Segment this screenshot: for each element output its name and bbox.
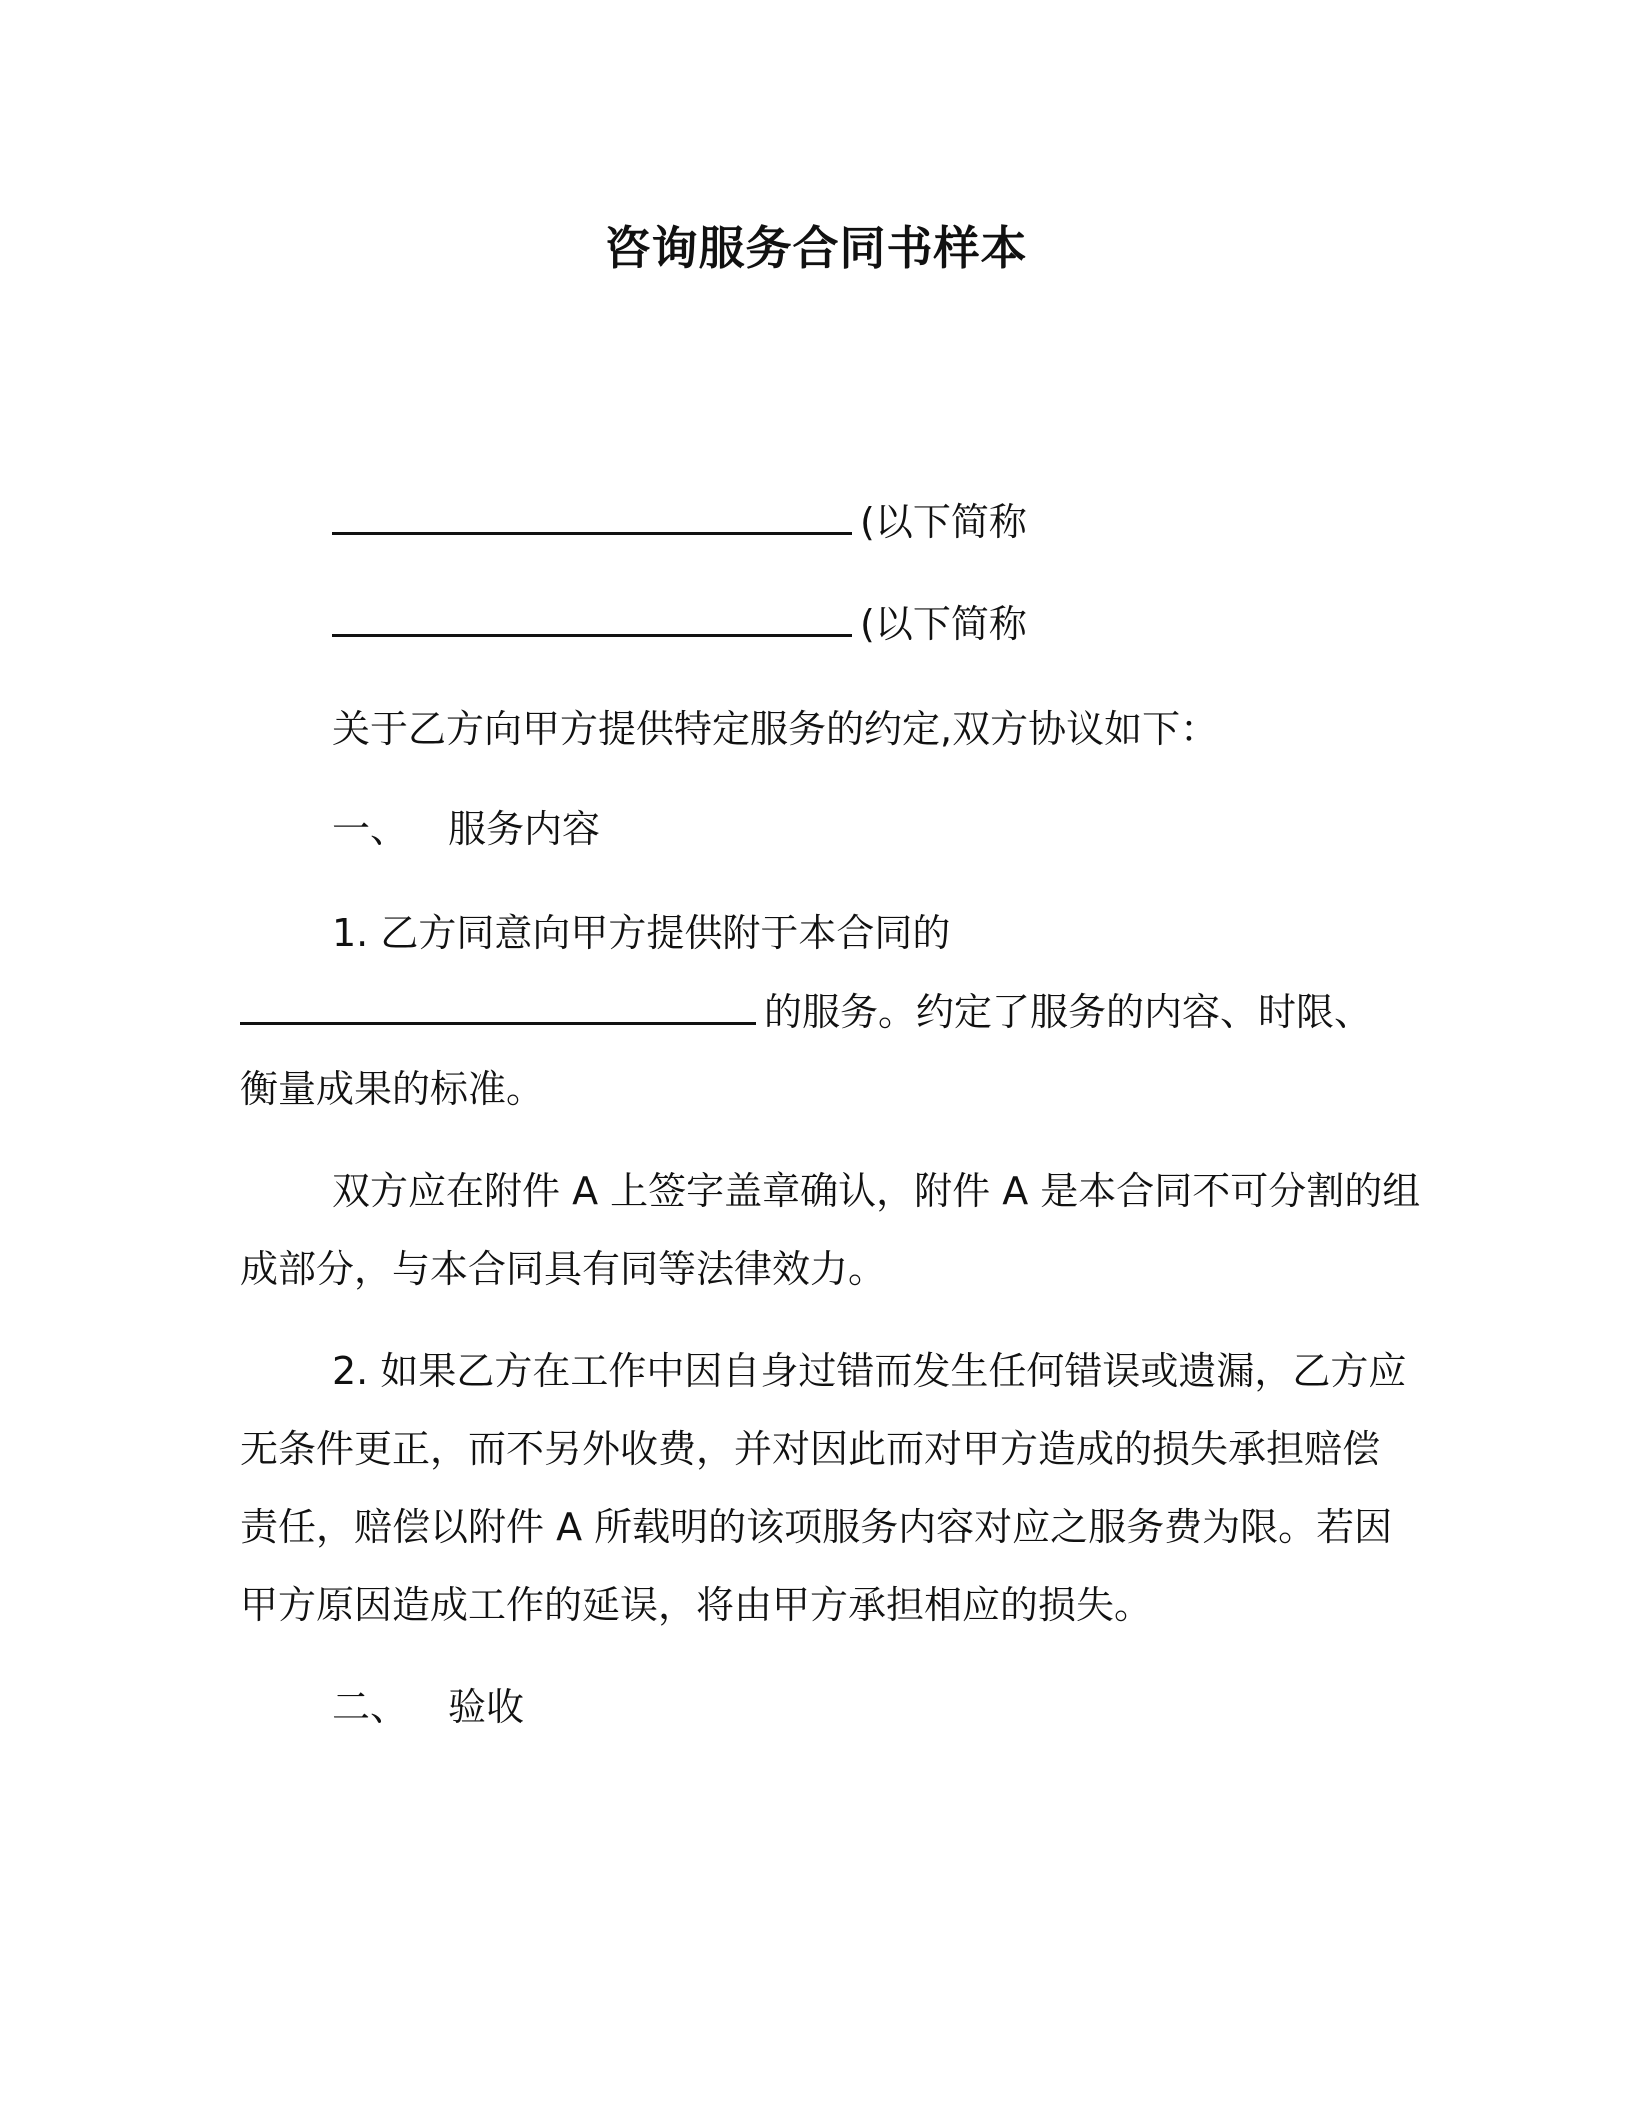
service-blank[interactable] [240, 986, 756, 1025]
document-title: 咨询服务合同书样本 [604, 221, 1028, 275]
annex-line-1: 双方应在附件 A 上签字盖章确认，附件 A 是本合同不可分割的组 [332, 1169, 1421, 1213]
intro-text: 关于乙方向甲方提供特定服务的约定,双方协议如下： [332, 707, 1219, 751]
item-1-line-1: 1. 乙方同意向甲方提供附于本合同的 [332, 911, 951, 955]
item-2-line-2: 无条件更正，而不另外收费，并对因此而对甲方造成的损失承担赔偿 [240, 1427, 1381, 1471]
item-1-line-2-text: 的服务。约定了服务的内容、时限、 [764, 990, 1373, 1034]
section-2-number: 二、 [332, 1685, 409, 1729]
section-2-title: 验收 [448, 1685, 525, 1729]
party-b-blank[interactable] [332, 598, 852, 637]
party-a-blank[interactable] [332, 496, 852, 535]
section-1-heading [332, 804, 600, 854]
item-2-line-3: 责任，赔偿以附件 A 所载明的该项服务内容对应之服务费为限。若因 [240, 1505, 1393, 1549]
party-b-suffix: (以下简称 [860, 602, 1027, 646]
item-2-line-4: 甲方原因造成工作的延误，将由甲方承担相应的损失。 [240, 1583, 1153, 1627]
annex-line-2: 成部分，与本合同具有同等法律效力。 [240, 1247, 887, 1291]
item-2-line-1: 2. 如果乙方在工作中因自身过错而发生任何错误或遗漏，乙方应 [332, 1349, 1407, 1393]
section-1-title: 服务内容 [448, 807, 601, 851]
party-b-line [332, 598, 1027, 649]
party-a-line [332, 496, 1027, 547]
party-a-suffix: (以下简称 [860, 500, 1027, 544]
item-1-line-3: 衡量成果的标准。 [240, 1067, 545, 1111]
item-1-line-2 [240, 986, 1372, 1037]
section-1-number: 一、 [332, 807, 409, 851]
section-2-heading [332, 1682, 524, 1732]
